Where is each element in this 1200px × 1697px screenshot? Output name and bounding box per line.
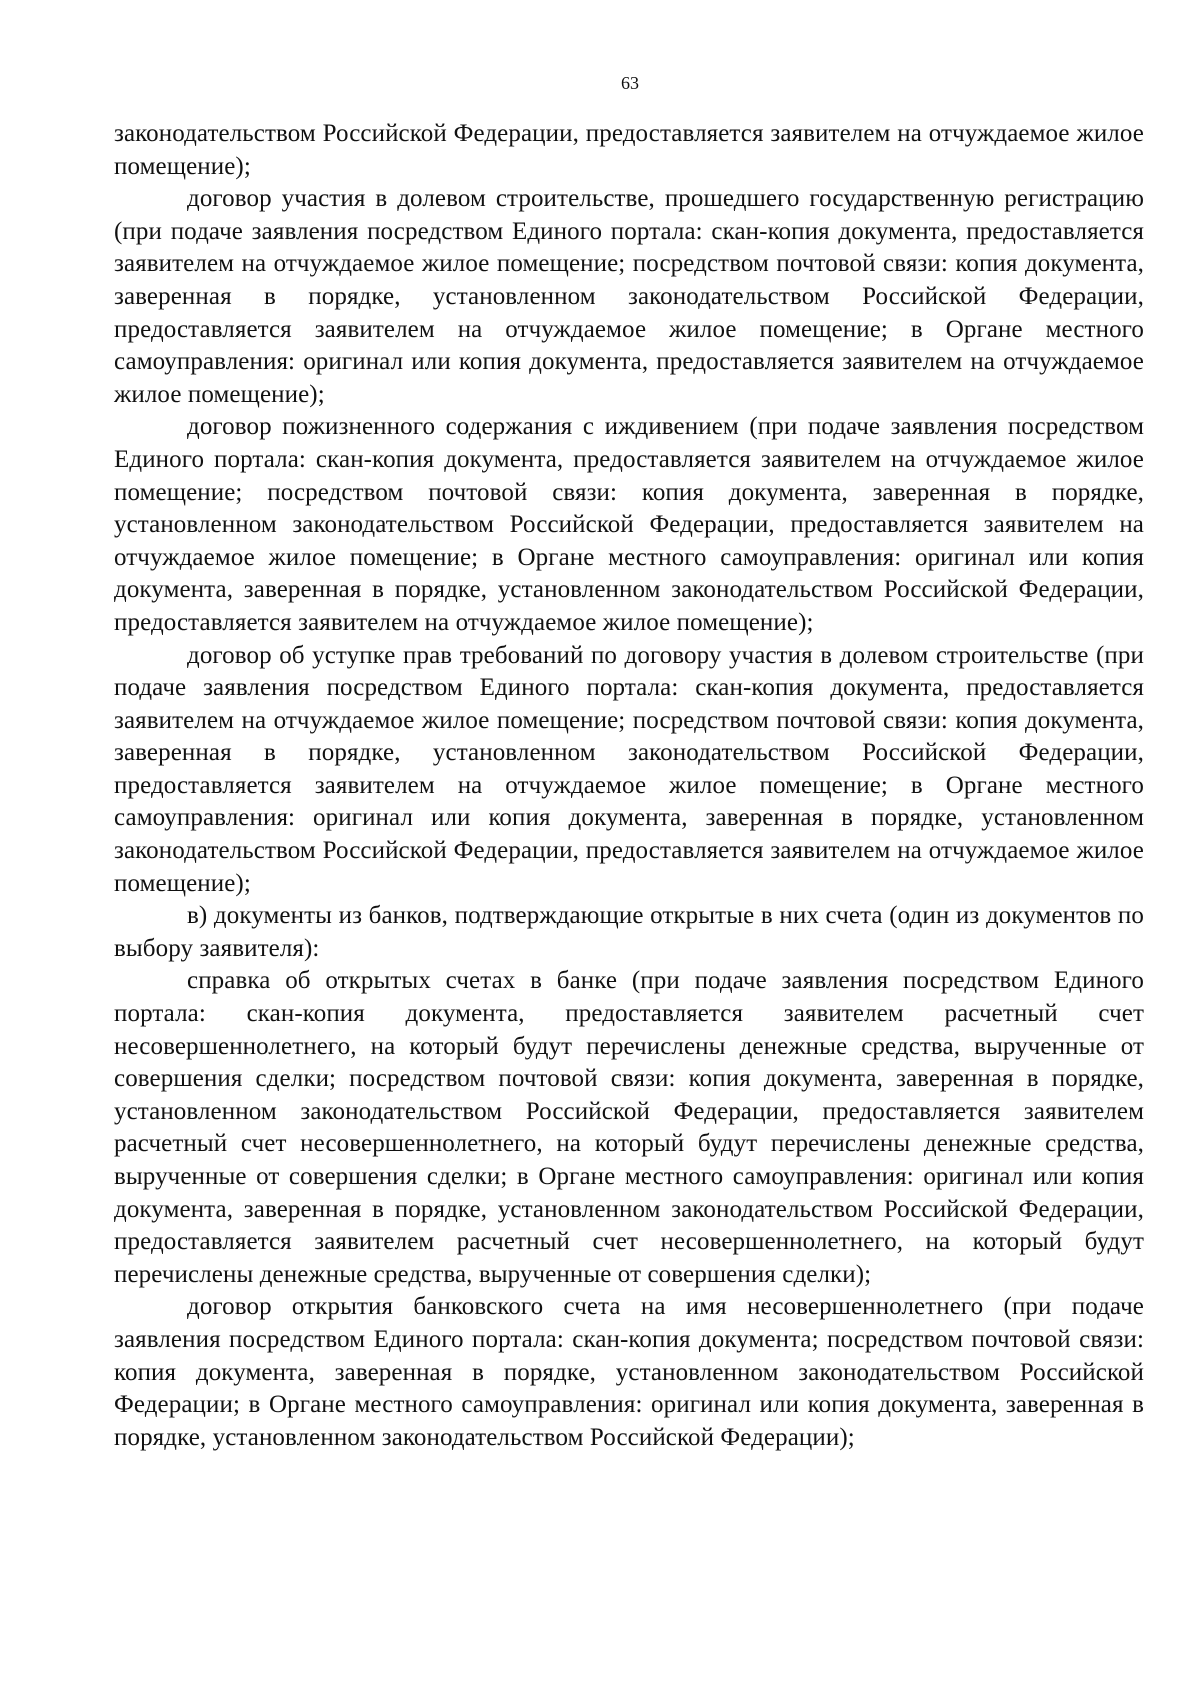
paragraph-bank-documents-heading: в) документы из банков, подтверждающие открытые в них счета (один из документов по выбору заявителя): [114,902,1144,962]
paragraph-lifetime-maintenance-contract: договор пожизненного содержания с иждивением (при подаче заявления посредством Единого портала: скан-копия документа, предоставляется заявителем на отчуждаемое жилое помещение; посредством почтовой связи: копия документа, заверенная в порядке, установленном законодательством Российской Федерации, предоставляется заявителем на отчуждаемое жилое помещение; в Органе местного самоуправления: оригинал или копия документа, заверенная в порядке, установленном законодательством Российской Федерации, предоставляется заявителем на отчуждаемое жилое помещение); [114,413,1144,636]
page-number: 63 [621,73,639,93]
paragraph-claim-assignment-contract: договор об уступке прав требований по договору участия в долевом строительстве (при подаче заявления посредством Единого портала: скан-копия документа, предоставляется заявителем на отчуждаемое жилое помещение; посредством почтовой связи: копия документа, заверенная в порядке, установленном законодательством Российской Федерации, предоставляется заявителем на отчуждаемое жилое помещение; в Органе местного самоуправления: оригинал или копия документа, заверенная в порядке, установленном законодательством Российской Федерации, предоставляется заявителем на отчуждаемое жилое помещение); [114,641,1144,897]
document-body [114,118,1144,1454]
paragraph-bank-account-contract: договор открытия банковского счета на имя несовершеннолетнего (при подаче заявления посредством Единого портала: скан-копия документа; посредством почтовой связи: копия документа, заверенная в порядке, установленном законодательством Российской Федерации; в Органе местного самоуправления: оригинал или копия документа, заверенная в порядке, установленном законодательством Российской Федерации); [114,1293,1144,1451]
paragraph-continuation: законодательством Российской Федерации, предоставляется заявителем на отчуждаемое жилое помещение); [114,120,1144,180]
paragraph-shared-construction-contract: договор участия в долевом строительстве, прошедшего государственную регистрацию (при подаче заявления посредством Единого портала: скан-копия документа, предоставляется заявителем на отчуждаемое жилое помещение; посредством почтовой связи: копия документа, заверенная в порядке, установленном законодательством Российской Федерации, предоставляется заявителем на отчуждаемое жилое помещение; в Органе местного самоуправления: оригинал или копия документа, предоставляется заявителем на отчуждаемое жилое помещение); [114,185,1144,408]
paragraph-open-accounts-certificate: справка об открытых счетах в банке (при подаче заявления посредством Единого портала: скан-копия документа, предоставляется заявителем расчетный счет несовершеннолетнего, на который будут перечислены денежные средства, вырученные от совершения сделки; посредством почтовой связи: копия документа, заверенная в порядке, установленном законодательством Российской Федерации, предоставляется заявителем расчетный счет несовершеннолетнего, на который будут перечислены денежные средства, вырученные от совершения сделки; в Органе местного самоуправления: оригинал или копия документа, заверенная в порядке, установленном законодательством Российской Федерации, предоставляется заявителем расчетный счет несовершеннолетнего, на который будут перечислены денежные средства, вырученные от совершения сделки); [114,967,1144,1288]
